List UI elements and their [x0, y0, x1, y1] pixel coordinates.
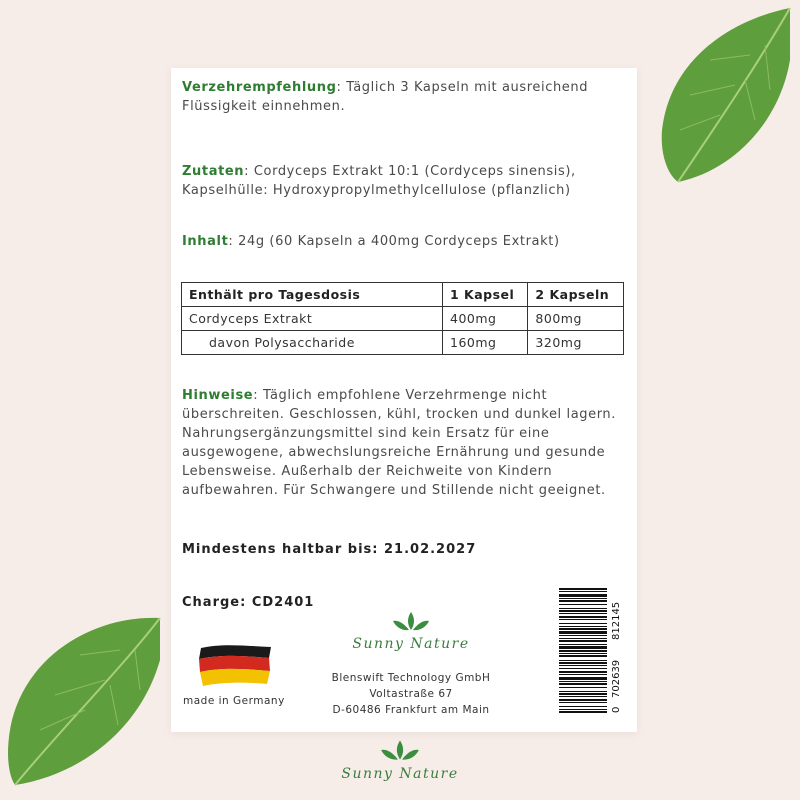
content-text: : 24g (60 Kapseln a 400mg Cordyceps Extrakt): [228, 234, 560, 249]
barcode-group2: 812145: [611, 601, 622, 640]
content-label: Inhalt: [182, 234, 229, 249]
sprout-icon: [391, 610, 431, 632]
barcode-bar: [559, 660, 607, 661]
leaf-bottom-left-icon: [0, 600, 170, 790]
ingredients-section: [182, 162, 623, 200]
barcode-bar: [559, 662, 607, 664]
barcode-group1: 702639: [611, 659, 622, 698]
barcode-bar: [559, 608, 607, 609]
barcode-bar: [559, 671, 607, 673]
dosage-label: Verzehrempfehlung: [182, 80, 337, 95]
barcode-bar: [559, 594, 607, 597]
barcode-bar: [559, 616, 607, 618]
best-before: Mindestens haltbar bis: 21.02.2027: [182, 542, 477, 557]
barcode-bar: [559, 619, 607, 620]
barcode-bar: [559, 588, 607, 590]
barcode-bar: [559, 653, 607, 654]
ingredients-label: Zutaten: [182, 164, 245, 179]
dosage-section: [182, 78, 623, 116]
barcode-bar: [559, 696, 607, 697]
table-cell: 800mg: [528, 307, 624, 331]
barcode-left-digit: 0: [611, 706, 622, 713]
barcode-bar: [559, 693, 607, 695]
leaf-top-right-icon: [640, 0, 800, 190]
barcode-bar: [559, 687, 607, 688]
brand-logo: [331, 610, 491, 652]
barcode-bar: [559, 699, 607, 701]
barcode-bar: [559, 591, 607, 592]
barcode-bar: [559, 613, 607, 614]
barcode-bar: [559, 674, 607, 675]
barcode-bar: [559, 644, 607, 645]
barcode-bar: [559, 668, 607, 669]
barcode-bar: [559, 709, 607, 710]
barcode-bar: [559, 623, 607, 624]
barcode-bar: [559, 631, 607, 634]
barcode-bar: [559, 640, 607, 642]
company-name: Blenswift Technology GmbH: [331, 672, 491, 684]
table-header: Enthält pro Tagesdosis: [182, 283, 443, 307]
barcode-bar: [559, 711, 607, 713]
barcode-bar: [559, 604, 607, 605]
table-header-row: [182, 283, 624, 307]
company-address: [321, 670, 501, 718]
barcode-bar: [559, 628, 607, 630]
dosage-text: : Täglich 3 Kapseln mit ausreichend Flüssigkeit einnehmen.: [182, 80, 589, 114]
table-cell: 160mg: [443, 331, 528, 355]
barcode-bar: [559, 646, 607, 649]
company-city: D-60486 Frankfurt am Main: [332, 704, 490, 716]
table-header: 2 Kapseln: [528, 283, 624, 307]
notes-text: : Täglich empfohlene Verzehrmenge nicht überschreiten. Geschlossen, kühl, trocken und dunkel lagern. Nahrungsergänzungsmittel sind kein Ersatz für eine ausgewogene, abwechslungsreiche Ernährung und gesunde Lebensweise. Außerhalb der Reichweite von Kindern aufbewahren. Für Schwangere und Stillende nicht geeignet.: [182, 388, 616, 498]
sprout-icon: [379, 738, 421, 762]
barcode-bar: [559, 598, 607, 599]
batch-number: Charge: CD2401: [182, 595, 315, 610]
barcode-bar: [559, 677, 607, 680]
table-cell: 400mg: [443, 307, 528, 331]
product-label: [171, 68, 637, 732]
barcode-bar: [559, 610, 607, 612]
content-section: [182, 232, 623, 251]
barcode-bar: [559, 706, 607, 707]
barcode-bar: [559, 600, 607, 602]
notes-label: Hinweise: [182, 388, 254, 403]
table-cell: Cordyceps Extrakt: [182, 307, 443, 331]
barcode-bar: [559, 638, 607, 639]
table-row: [182, 331, 624, 355]
nutrition-table: [181, 282, 624, 355]
ingredients-text: : Cordyceps Extrakt 10:1 (Cordyceps sinensis), Kapselhülle: Hydroxypropylmethylcellulose (pflanzlich): [182, 164, 576, 198]
barcode-bar: [559, 683, 607, 685]
bottom-brand-logo: [320, 738, 480, 782]
barcode-bar: [559, 635, 607, 636]
table-cell: 320mg: [528, 331, 624, 355]
barcode-bar: [559, 691, 607, 692]
barcode-bar: [559, 665, 607, 666]
barcode-bar: [559, 681, 607, 682]
barcode-bar: [559, 626, 607, 627]
germany-flag-icon: [197, 642, 273, 690]
company-street: Voltastraße 67: [369, 688, 453, 700]
brand-name: Sunny Nature: [352, 636, 470, 652]
barcode-bar: [559, 650, 607, 652]
notes-section: [182, 386, 619, 500]
table-row: [182, 307, 624, 331]
table-cell: davon Polysaccharide: [182, 331, 443, 355]
table-header: 1 Kapsel: [443, 283, 528, 307]
made-in-label: made in Germany: [183, 695, 285, 707]
bottom-brand-name: Sunny Nature: [341, 766, 459, 782]
barcode-bar: [559, 655, 607, 657]
barcode-bar: [559, 702, 607, 703]
barcode: [557, 586, 627, 716]
